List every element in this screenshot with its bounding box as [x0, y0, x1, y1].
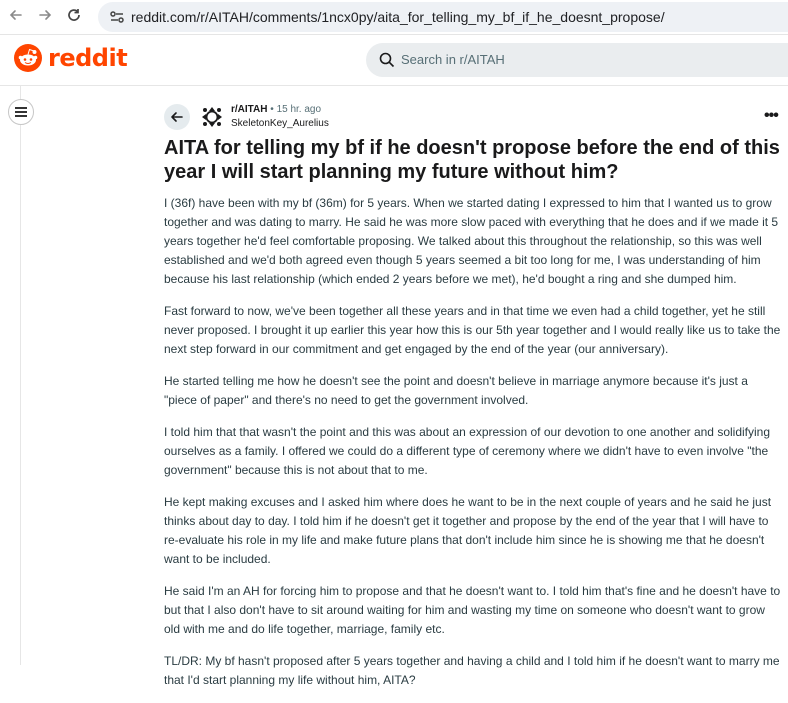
post-paragraph: He kept making excuses and I asked him where does he want to be in the next couple of years and he said he just thinks about day to day. I told him if he doesn't get it together and propose by the end of the year that I will have to re-evaluate his role in my life and make future plans that don't include him since he is showing me that he doesn't want to be included. [164, 495, 772, 566]
reload-icon[interactable] [64, 7, 84, 27]
post-paragraph: I (36f) have been with my bf (36m) for 5 years. When we started dating I expressed to him that I wanted us to grow together and was dating to marry. He said he was more slow paced with everything that he does and if we made it 5 years together he'd feel comfortable proposing. We talked about this throughout the relationship, so this was well established and we'd both agreed even though 5 years seemed a bit too long for me, I was understanding of him because his last relationship (which ended 2 years before we met), he'd bought a ring and she dumped him. [164, 196, 779, 286]
left-rail-divider [20, 86, 21, 665]
browser-toolbar [0, 0, 788, 35]
post-time: 15 hr. ago [276, 104, 322, 115]
back-button[interactable] [164, 104, 190, 130]
search-icon [379, 52, 395, 68]
site-settings-icon[interactable] [108, 8, 126, 26]
meta-separator: • [270, 104, 274, 115]
post-title: AITA for telling my bf if he doesn't propose before the end of this year I will start planning my future without him? [164, 137, 780, 183]
reddit-snoo-icon [14, 44, 42, 72]
search-input[interactable] [366, 43, 788, 77]
menu-button[interactable] [8, 99, 34, 125]
post-paragraph: Fast forward to now, we've been together all these years and in that time we even had a child together, yet he still never proposed. I brought it up earlier this year how this is our 5th year together and I would really like us to take the next step forward in our commitment and get engaged by the end of the year (our anniversary). [164, 304, 781, 356]
post-meta [231, 104, 321, 115]
reddit-header [0, 35, 788, 86]
post-paragraph: I told him that that wasn't the point and this was about an expression of our devotion to one another and solidifying ourselves as a family. I offered we could do a different type of ceremony where we didn't have to even involve "the government" because this is not about that to me. [164, 425, 771, 477]
forward-arrow-icon[interactable] [35, 7, 55, 27]
back-arrow-icon[interactable] [6, 7, 26, 27]
post-paragraph: He started telling me how he doesn't see the point and doesn't believe in marriage anymore because it's just a "piece of paper" and there's no need to get the government involved. [164, 374, 748, 407]
arrow-left-icon [164, 104, 190, 130]
subreddit-link[interactable]: r/AITAH [231, 104, 268, 115]
post-body [164, 194, 784, 703]
search-placeholder: Search in r/AITAH [401, 52, 505, 67]
reddit-logo[interactable] [14, 44, 127, 72]
hamburger-icon [15, 107, 27, 109]
more-options-button[interactable]: ••• [764, 107, 778, 124]
subreddit-icon[interactable] [199, 104, 225, 130]
address-bar[interactable] [98, 2, 788, 32]
url-text[interactable]: reddit.com/r/AITAH/comments/1ncx0py/aita_for_telling_my_bf_if_he_doesnt_propose/ [131, 9, 665, 25]
reddit-wordmark: reddit [48, 44, 128, 72]
post-paragraph: TL/DR: My bf hasn't proposed after 5 years together and having a child and I told him if he doesn't want to marry me that I'd start planning my life without him, AITA? [164, 654, 780, 687]
post-author[interactable]: SkeletonKey_Aurelius [231, 118, 329, 129]
post-paragraph: He said I'm an AH for forcing him to propose and that he doesn't want to. I told him that's fine and he doesn't have to but that I also don't have to sit around waiting for him and wasting my time on someone who doesn't want to grow old with me and do life together, marriage, family etc. [164, 584, 781, 636]
